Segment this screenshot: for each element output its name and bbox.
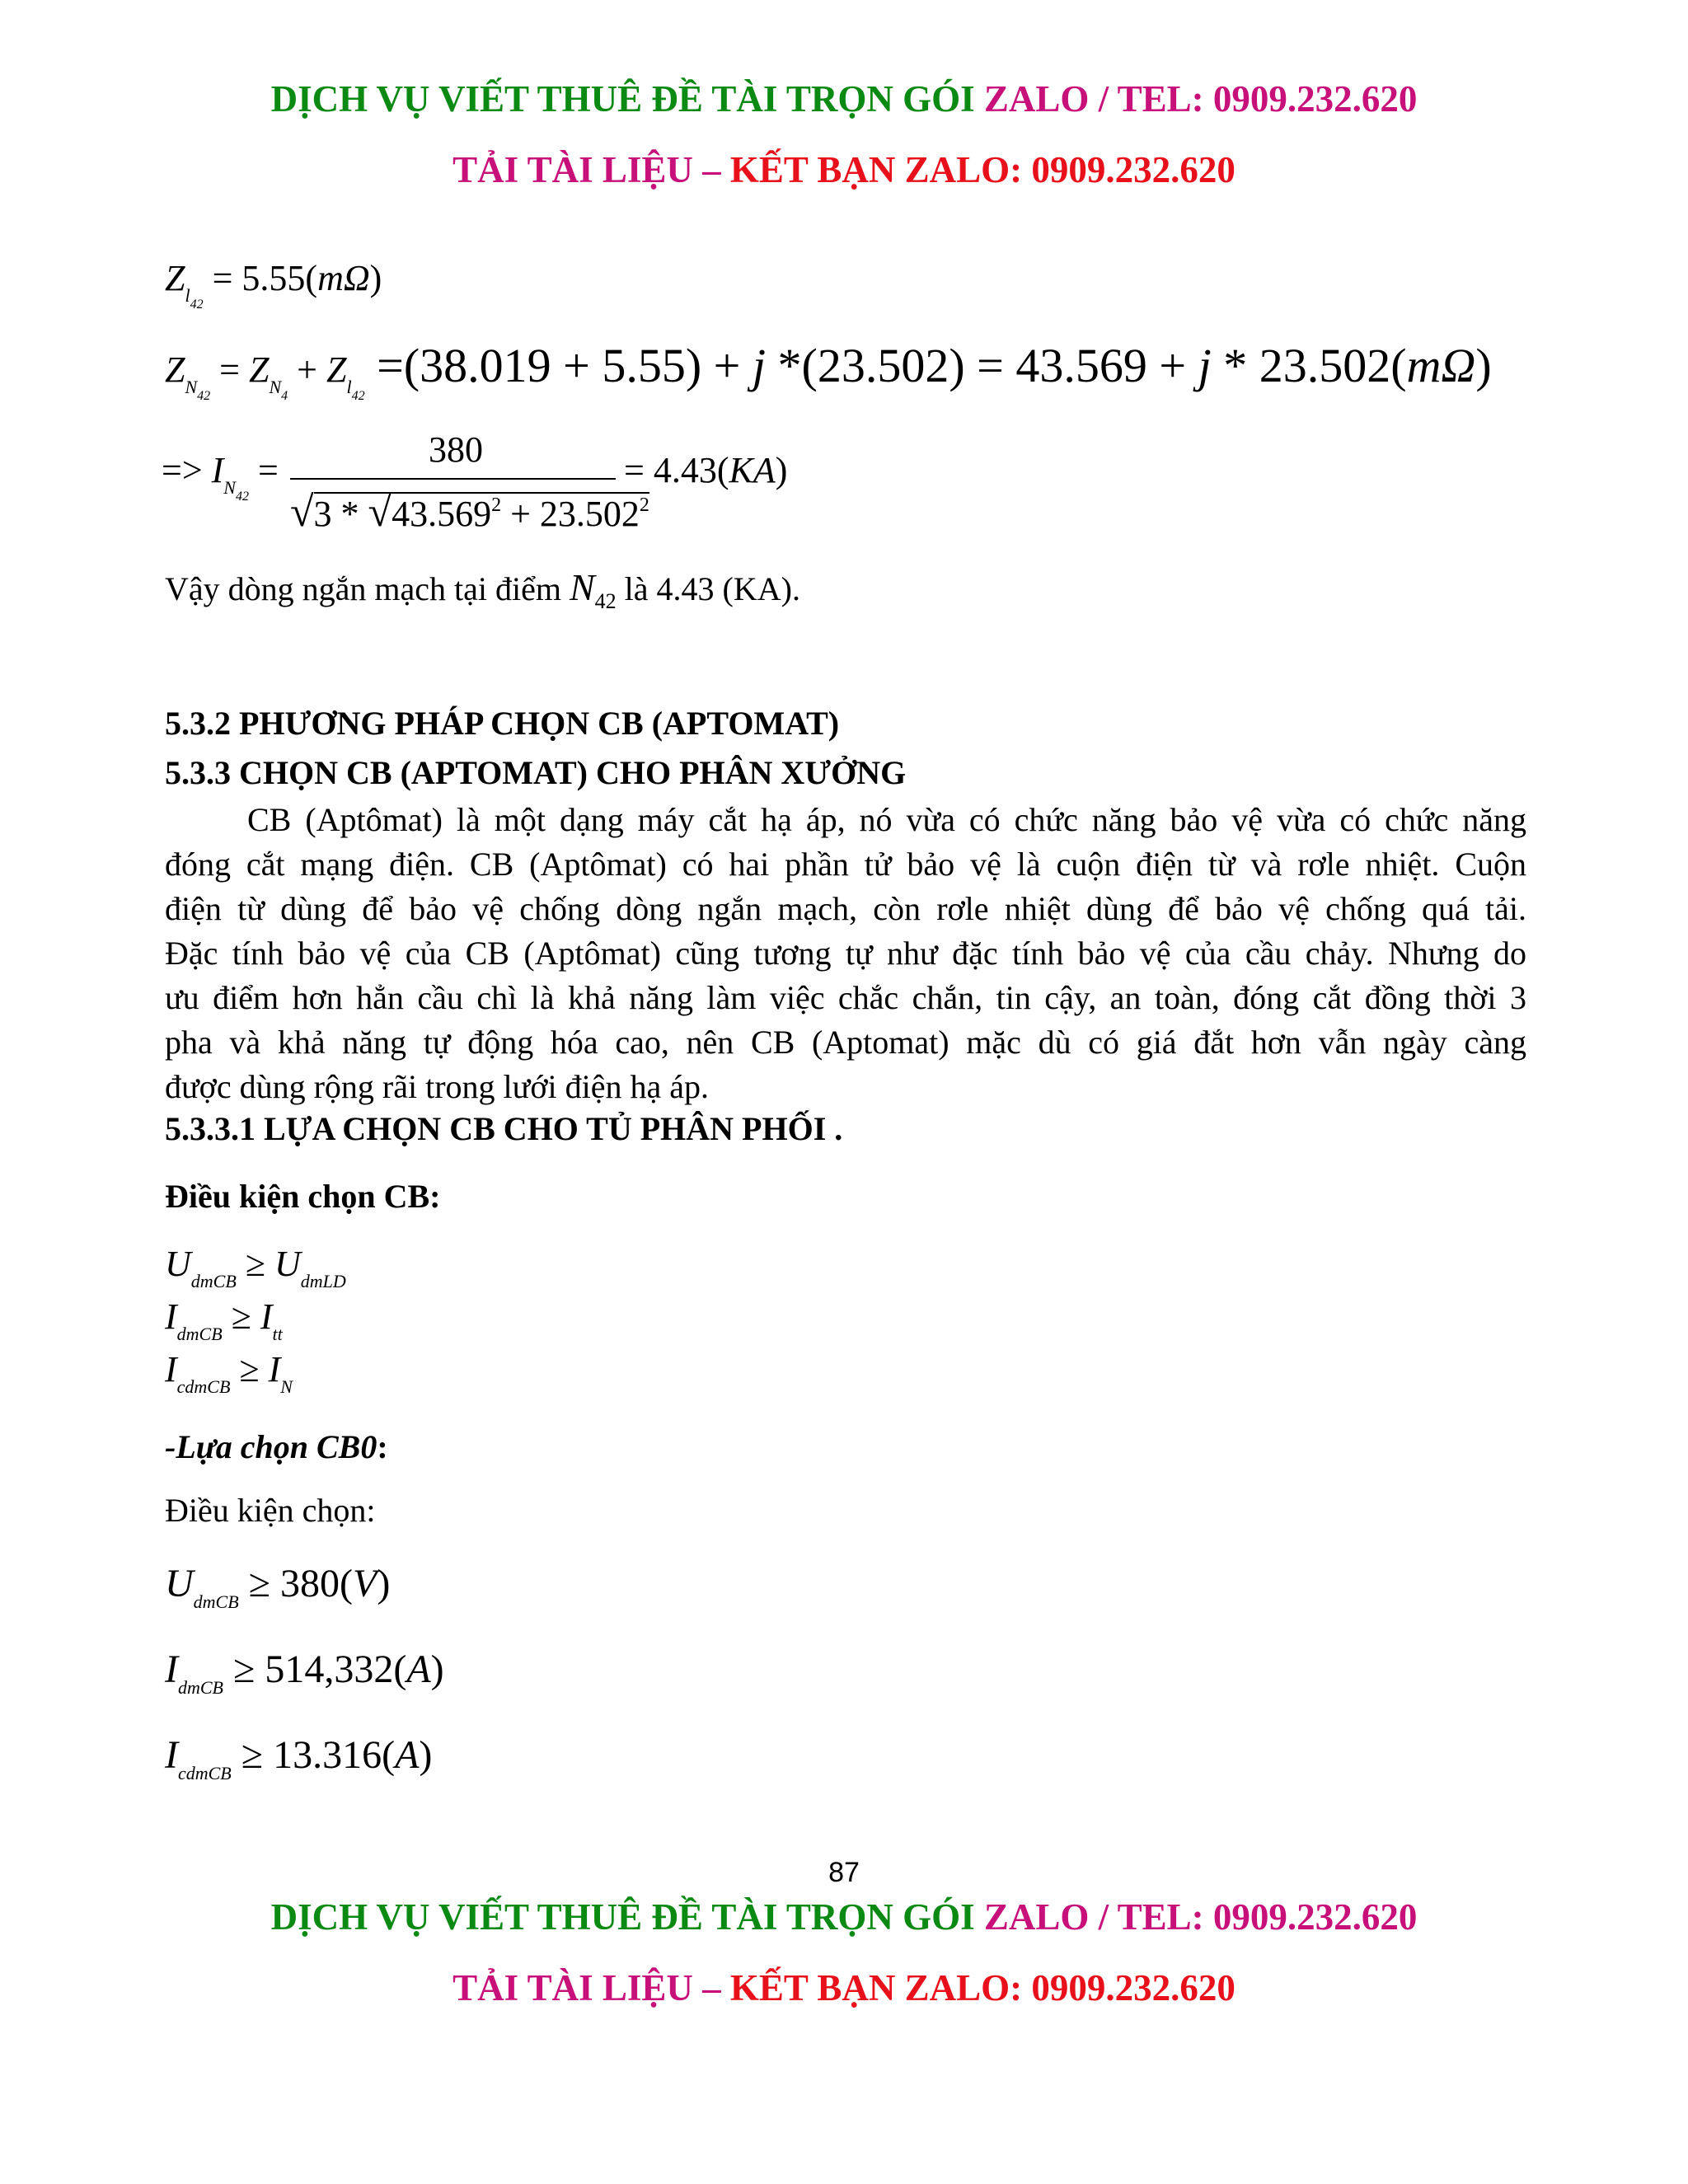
cb-description-paragraph: CB (Aptômat) là một dạng máy cắt hạ áp, nó vừa có chức năng bảo vệ vừa có chức năng đóng cắt mạng điện. CB (Aptômat) có hai phần tử bảo vệ là cuộn điện từ và rơle nhiệt. Cuộn điện từ dùng để bảo vệ chống dòng ngắn mạch, còn rơle nhiệt dùng để bảo vệ chống quá tải. Đặc tính bảo vệ của CB (Aptômat) cũng tương tự như đặc tính bảo vệ của cầu chảy. Nhưng do ưu điểm hơn hẳn cầu chì là khả năng làm việc chắc chắn, tin cậy, an toàn, đóng cắt đồng thời 3 pha và khả năng tự động hóa cao, nên CB (Aptomat) mặc dù có giá đắt hơn vẫn ngày càng được dùng rộng rãi trong lưới điện hạ áp. [165, 801, 1526, 1105]
cb0-current-row: $I_{dmCB} \ge 514,332(A)$ [165, 1647, 444, 1698]
header-service-text: DỊCH VỤ VIẾT THUÊ ĐỀ TÀI TRỌN GÓI [270, 78, 975, 120]
footer-download-text: TẢI TÀI LIỆU – [452, 1967, 730, 2008]
footer-line-2 [0, 1963, 1688, 2013]
condition-title: Điều kiện chọn CB: [165, 1178, 441, 1215]
condition-current: $I_{dmCB} \ge I_{tt}$ [165, 1296, 283, 1344]
fraction-denominator: $√3 * √43.569^2 + 23.502^2$ [290, 489, 649, 536]
cb0-voltage-row: $U_{dmCB} \ge 380(V)$ [165, 1562, 391, 1612]
footer-zalo-text: KẾT BẠN ZALO: 0909.232.620 [729, 1967, 1236, 2008]
equation-zn42: $Z_{N_{42}} = Z_{N_4} + Z_{l_{42}} =(38.019 + 5.55) + j$ *(23.502) = 43.569 + j * 23.502(mΩ) [165, 339, 1492, 403]
equation-in42-left: => $I_{N_{42}}$ = [162, 450, 279, 504]
fraction-numerator: 380 [429, 429, 483, 470]
section-heading-5-3-3-1: 5.3.3.1 LỰA CHỌN CB CHO TỦ PHÂN PHỐI . [165, 1110, 843, 1147]
cb0-condition-label: Điều kiện chọn: [165, 1492, 376, 1529]
conclusion-line: Vậy dòng ngắn mạch tại điểm $N_{42}$ là 4.43 (KA). [165, 566, 800, 613]
section-heading-5-3-3: 5.3.3 CHỌN CB (APTOMAT) CHO PHÂN XƯỞNG [165, 754, 907, 791]
equation-in42-result: = 4.43(KA) [624, 450, 788, 490]
equation-zl42: $Z_{l_{42}} = 5.55(m\Omega)$ [165, 258, 382, 312]
footer-contact-text: ZALO / TEL: 0909.232.620 [974, 1896, 1418, 1938]
header-download-text: TẢI TÀI LIỆU – [452, 149, 730, 190]
cb0-title: -Lựa chọn CB0: [165, 1428, 388, 1465]
header-contact-text: ZALO / TEL: 0909.232.620 [974, 78, 1418, 120]
condition-breaking-current: $I_{cdmCB} \ge I_N$ [165, 1349, 293, 1397]
header-line-1 [0, 74, 1688, 124]
header-line-2 [0, 145, 1688, 194]
fraction-bar [290, 478, 616, 480]
cb0-breaking-row: $I_{cdmCB} \ge 13.316(A)$ [165, 1733, 433, 1783]
condition-voltage: $U_{dmCB} \ge U_{dmLD}$ [165, 1244, 346, 1291]
footer-line-1 [0, 1892, 1688, 1942]
page-number: 87 [828, 1857, 860, 1888]
footer-service-text: DỊCH VỤ VIẾT THUÊ ĐỀ TÀI TRỌN GÓI [270, 1896, 975, 1938]
section-heading-5-3-2: 5.3.2 PHƯƠNG PHÁP CHỌN CB (APTOMAT) [165, 705, 840, 742]
header-zalo-text: KẾT BẠN ZALO: 0909.232.620 [729, 149, 1236, 190]
